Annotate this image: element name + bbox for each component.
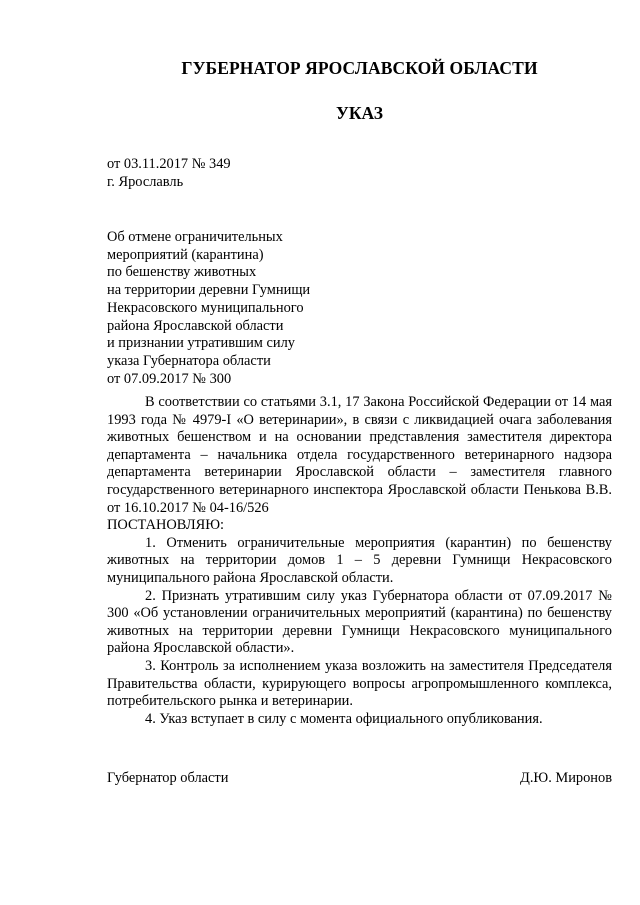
preamble-paragraph: В соответствии со статьями 3.1, 17 Закона Российской Федерации от 14 мая 1993 года № 4979-I «О ветеринарии», в связи с ликвидацией очага заболевания животных бешенством и на основании представления заместителя директора департамента – начальника отдела государственного ветеринарного надзора департамента ветеринарии Ярославской области – заместителя главного государственного ветеринарного инспектора Ярославской области Пенькова В.В. от 16.10.2017 № 04-16/526 bbox=[107, 394, 612, 516]
signatory-name: Д.Ю. Миронов bbox=[520, 770, 612, 786]
subject-line: от 07.09.2017 № 300 bbox=[107, 370, 232, 387]
city: г. Ярославль bbox=[107, 174, 184, 190]
subject-line: по бешенству животных bbox=[107, 264, 257, 281]
date-number: от 03.11.2017 № 349 bbox=[107, 156, 231, 172]
signatory-position: Губернатор области bbox=[107, 770, 229, 786]
subject-line: района Ярославской области bbox=[107, 317, 284, 334]
decree-item-4: 4. Указ вступает в силу с момента официального опубликования. bbox=[145, 710, 543, 727]
document-meta bbox=[107, 155, 231, 191]
subject-line: Некрасовского муниципального bbox=[107, 299, 304, 316]
subject-line: мероприятий (карантина) bbox=[107, 246, 264, 263]
document-type-heading: УКАЗ bbox=[336, 103, 383, 123]
decree-item-2: 2. Признать утратившим силу указ Губернатора области от 07.09.2017 № 300 «Об установлении ограничительных мероприятий (карантина) по бешенству животных на территории деревни Гумнищи Некрасовского муниципального района Ярославской области». bbox=[107, 587, 612, 657]
decree-item-3: 3. Контроль за исполнением указа возложить на заместителя Председателя Правительства области, курирующего вопросы агропромышленного комплекса, потребительского рынка и ветеринарии. bbox=[107, 657, 612, 710]
subject-line: и признании утратившим силу bbox=[107, 335, 295, 352]
subject-line: указа Губернатора области bbox=[107, 352, 271, 369]
subject-block bbox=[107, 229, 310, 388]
subject-line: на территории деревни Гумнищи bbox=[107, 282, 311, 299]
document-body bbox=[107, 394, 612, 728]
subject-line: Об отмене ограничительных bbox=[107, 229, 283, 245]
authority-heading: ГУБЕРНАТОР ЯРОСЛАВСКОЙ ОБЛАСТИ bbox=[181, 58, 538, 78]
decree-word: ПОСТАНОВЛЯЮ: bbox=[107, 517, 225, 534]
decree-item-1: 1. Отменить ограничительные мероприятия (карантин) по бешенству животных на территории домов 1 – 5 деревни Гумнищи Некрасовского муниципального района Ярославской области. bbox=[107, 534, 612, 586]
